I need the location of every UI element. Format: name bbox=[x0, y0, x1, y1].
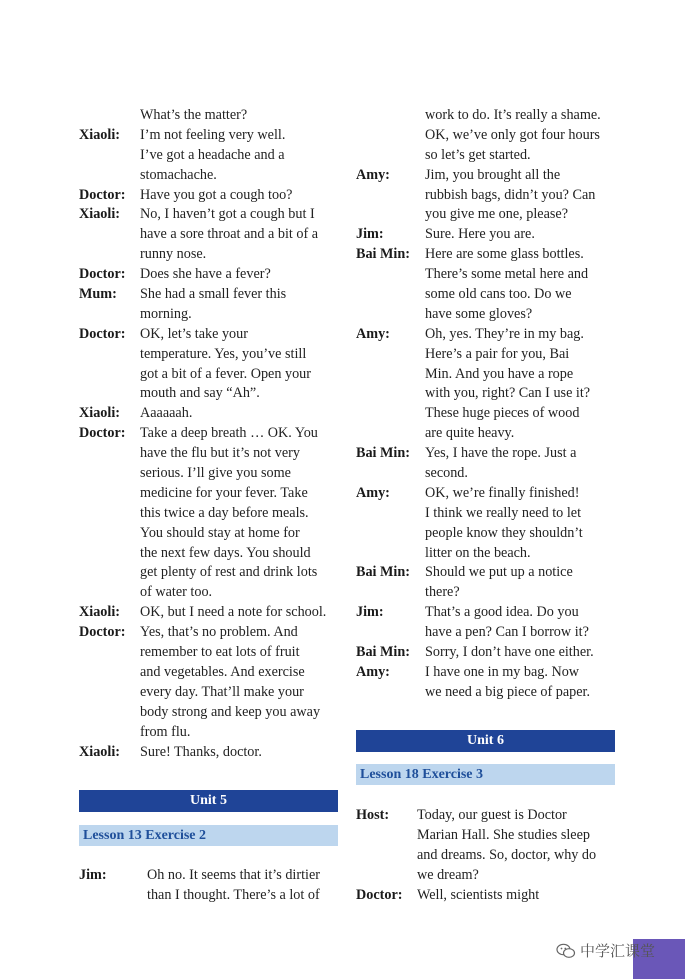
dialogue-text: Oh no. It seems that it’s dirtier bbox=[147, 867, 320, 883]
dialogue-line bbox=[79, 544, 341, 564]
dialogue-text: mouth and say “Ah”. bbox=[140, 385, 260, 402]
dialogue-line bbox=[356, 285, 618, 305]
dialogue-line bbox=[356, 186, 618, 206]
dialogue-text: from flu. bbox=[140, 723, 191, 740]
speaker-label: Amy: bbox=[356, 663, 390, 680]
dialogue-text: we need a big piece of paper. bbox=[425, 683, 591, 700]
dialogue-line bbox=[356, 444, 618, 464]
dialogue-text: She had a small fever this bbox=[140, 286, 287, 303]
lesson-13-heading: Lesson 13 Exercise 2 bbox=[79, 825, 338, 846]
dialogue-text: there? bbox=[425, 584, 460, 601]
dialogue-text: morning. bbox=[140, 305, 192, 322]
dialogue-line bbox=[79, 305, 341, 325]
dialogue-line bbox=[79, 444, 341, 464]
dialogue-text: than I thought. There’s a lot of bbox=[147, 886, 320, 903]
dialogue-text: Take a deep breath … OK. You bbox=[140, 425, 318, 442]
dialogue-text: have a pen? Can I borrow it? bbox=[425, 624, 589, 641]
speaker-label: Bai Min: bbox=[356, 644, 410, 661]
dialogue-line bbox=[79, 345, 341, 365]
dialogue-line bbox=[79, 126, 341, 146]
host-line-block bbox=[356, 806, 618, 905]
dialogue-text: No, I haven’t got a cough but I bbox=[140, 206, 315, 223]
dialogue-text: Sure. Here you are. bbox=[425, 226, 535, 243]
speaker-label: Amy: bbox=[356, 166, 390, 183]
dialogue-line bbox=[79, 743, 341, 763]
dialogue-text: every day. That’ll make your bbox=[140, 683, 304, 700]
dialogue-line bbox=[79, 583, 341, 603]
dialogue-line bbox=[79, 146, 341, 166]
left-dialogue bbox=[79, 106, 341, 762]
dialogue-line bbox=[356, 384, 618, 404]
speaker-label: Mum: bbox=[79, 286, 117, 303]
dialogue-text: Here are some glass bottles. bbox=[425, 246, 584, 263]
dialogue-text: Sure! Thanks, doctor. bbox=[140, 743, 262, 760]
dialogue-text: medicine for your fever. Take bbox=[140, 484, 308, 501]
dialogue-line bbox=[356, 365, 618, 385]
dialogue-text: Does she have a fever? bbox=[140, 266, 271, 283]
dialogue-text: serious. I’ll give you some bbox=[140, 465, 291, 482]
wechat-icon bbox=[556, 943, 576, 959]
dialogue-line bbox=[356, 404, 618, 424]
dialogue-line bbox=[79, 225, 341, 245]
dialogue-text: OK, but I need a note for school. bbox=[140, 604, 327, 621]
jim-line-block bbox=[79, 866, 341, 906]
dialogue-text: body strong and keep you away bbox=[140, 703, 321, 720]
speaker-label: Bai Min: bbox=[356, 564, 410, 581]
dialogue-text: of water too. bbox=[140, 584, 213, 601]
dialogue-text: What’s the matter? bbox=[140, 107, 248, 123]
dialogue-line bbox=[356, 106, 618, 126]
dialogue-line bbox=[356, 524, 618, 544]
dialogue-line bbox=[79, 245, 341, 265]
speaker-label: Xiaoli: bbox=[79, 206, 120, 223]
dialogue-text: I think we really need to let bbox=[425, 504, 582, 521]
dialogue-text: There’s some metal here and bbox=[425, 266, 589, 283]
speaker-label: Doctor: bbox=[79, 266, 126, 283]
dialogue-line bbox=[356, 464, 618, 484]
dialogue-line bbox=[79, 723, 341, 743]
dialogue-text: Jim, you brought all the bbox=[425, 166, 561, 183]
dialogue-text: temperature. Yes, you’ve still bbox=[140, 345, 307, 362]
dialogue-line bbox=[79, 563, 341, 583]
dialogue-text: people know they shouldn’t bbox=[425, 524, 583, 541]
speaker-label: Xiaoli: bbox=[79, 743, 120, 760]
speaker-label: Jim: bbox=[356, 226, 384, 243]
dialogue-text: some old cans too. Do we bbox=[425, 286, 572, 303]
dialogue-line bbox=[356, 563, 618, 583]
speaker-host: Host: bbox=[356, 807, 390, 823]
dialogue-line bbox=[356, 265, 618, 285]
dialogue-line bbox=[356, 345, 618, 365]
dialogue-line bbox=[79, 186, 341, 206]
dialogue-line bbox=[79, 643, 341, 663]
speaker-label: Jim: bbox=[356, 604, 384, 621]
dialogue-line bbox=[356, 663, 618, 683]
speaker-jim: Jim: bbox=[79, 867, 107, 883]
dialogue-text: get plenty of rest and drink lots bbox=[140, 564, 318, 581]
dialogue-text: remember to eat lots of fruit bbox=[140, 644, 300, 661]
dialogue-text: OK, let’s take your bbox=[140, 325, 248, 342]
dialogue-line bbox=[356, 146, 618, 166]
dialogue-line bbox=[79, 504, 341, 524]
dialogue-text: Today, our guest is Doctor bbox=[417, 807, 567, 823]
dialogue-text: have some gloves? bbox=[425, 305, 533, 322]
watermark bbox=[556, 940, 655, 961]
dialogue-line bbox=[79, 166, 341, 186]
dialogue-text: Here’s a pair for you, Bai bbox=[425, 345, 570, 362]
dialogue-line bbox=[356, 484, 618, 504]
dialogue-text: Well, scientists might bbox=[417, 886, 540, 903]
dialogue-line bbox=[356, 245, 618, 265]
dialogue-text: Oh, yes. They’re in my bag. bbox=[425, 325, 584, 342]
dialogue-text: with you, right? Can I use it? bbox=[425, 385, 591, 402]
dialogue-line bbox=[79, 603, 341, 623]
dialogue-text: are quite heavy. bbox=[425, 425, 515, 442]
dialogue-text: got a bit of a fever. Open your bbox=[140, 365, 311, 382]
dialogue-line bbox=[356, 504, 618, 524]
dialogue-text: Yes, I have the rope. Just a bbox=[425, 445, 577, 462]
speaker-label: Xiaoli: bbox=[79, 126, 120, 143]
dialogue-text: you give me one, please? bbox=[425, 206, 569, 223]
dialogue-line bbox=[79, 265, 341, 285]
dialogue-text: Aaaaaah. bbox=[140, 405, 193, 422]
dialogue-text: rubbish bags, didn’t you? Can bbox=[425, 186, 596, 203]
dialogue-line bbox=[356, 623, 618, 643]
dialogue-text: Yes, that’s no problem. And bbox=[140, 624, 298, 641]
dialogue-line bbox=[79, 384, 341, 404]
right-dialogue bbox=[356, 106, 618, 703]
dialogue-line bbox=[356, 166, 618, 186]
dialogue-text: so let’s get started. bbox=[425, 146, 531, 163]
dialogue-text: we dream? bbox=[417, 866, 479, 883]
dialogue-line bbox=[356, 305, 618, 325]
speaker-label: Doctor: bbox=[79, 325, 126, 342]
dialogue-text: second. bbox=[425, 465, 468, 482]
speaker-label: Amy: bbox=[356, 325, 390, 342]
dialogue-line bbox=[356, 225, 618, 245]
speaker-label: Doctor: bbox=[79, 186, 126, 203]
dialogue-text: These huge pieces of wood bbox=[425, 405, 580, 422]
dialogue-text: have the flu but it’s not very bbox=[140, 445, 300, 462]
speaker-label: Amy: bbox=[356, 484, 390, 501]
dialogue-line bbox=[356, 603, 618, 623]
dialogue-text: and vegetables. And exercise bbox=[140, 663, 305, 680]
dialogue-text: have a sore throat and a bit of a bbox=[140, 226, 319, 243]
unit-5-heading: Unit 5 bbox=[79, 790, 338, 812]
lesson-18-heading: Lesson 18 Exercise 3 bbox=[356, 764, 615, 785]
dialogue-line bbox=[79, 464, 341, 484]
dialogue-text: Min. And you have a rope bbox=[425, 365, 574, 382]
dialogue-line bbox=[356, 544, 618, 564]
dialogue-text: this twice a day before meals. bbox=[140, 504, 309, 521]
dialogue-line bbox=[356, 126, 618, 146]
dialogue-line bbox=[356, 683, 618, 703]
dialogue-line bbox=[356, 643, 618, 663]
dialogue-text: OK, we’ve only got four hours bbox=[425, 126, 600, 143]
dialogue-text: stomachache. bbox=[140, 166, 217, 183]
dialogue-text: litter on the beach. bbox=[425, 544, 531, 561]
dialogue-line bbox=[79, 484, 341, 504]
dialogue-text: and dreams. So, doctor, why do bbox=[417, 846, 597, 863]
dialogue-line bbox=[79, 205, 341, 225]
dialogue-text: Marian Hall. She studies sleep bbox=[417, 826, 590, 843]
dialogue-line bbox=[79, 365, 341, 385]
speaker-label: Xiaoli: bbox=[79, 405, 120, 422]
dialogue-line bbox=[79, 683, 341, 703]
dialogue-text: the next few days. You should bbox=[140, 544, 311, 561]
dialogue-line bbox=[79, 285, 341, 305]
speaker-doctor: Doctor: bbox=[356, 886, 403, 903]
dialogue-text: Have you got a cough too? bbox=[140, 186, 293, 203]
dialogue-line bbox=[356, 205, 618, 225]
speaker-label: Xiaoli: bbox=[79, 604, 120, 621]
dialogue-line bbox=[356, 325, 618, 345]
dialogue-line bbox=[79, 703, 341, 723]
dialogue-text: OK, we’re finally finished! bbox=[425, 484, 580, 501]
dialogue-line bbox=[79, 663, 341, 683]
dialogue-line bbox=[79, 623, 341, 643]
dialogue-line bbox=[79, 424, 341, 444]
watermark-text: 中学汇课堂 bbox=[579, 942, 655, 960]
dialogue-text: I’ve got a headache and a bbox=[140, 146, 285, 163]
dialogue-text: You should stay at home for bbox=[140, 524, 300, 541]
dialogue-text: That’s a good idea. Do you bbox=[425, 604, 579, 621]
dialogue-line bbox=[356, 424, 618, 444]
dialogue-text: I have one in my bag. Now bbox=[425, 663, 580, 680]
dialogue-text: runny nose. bbox=[140, 246, 207, 263]
dialogue-line bbox=[356, 583, 618, 603]
dialogue-text: Should we put up a notice bbox=[425, 564, 573, 581]
dialogue-line bbox=[79, 524, 341, 544]
speaker-label: Bai Min: bbox=[356, 445, 410, 462]
speaker-label: Doctor: bbox=[79, 624, 126, 641]
dialogue-line bbox=[79, 404, 341, 424]
dialogue-text: Sorry, I don’t have one either. bbox=[425, 644, 594, 661]
speaker-label: Doctor: bbox=[79, 425, 126, 442]
dialogue-text: work to do. It’s really a shame. bbox=[425, 107, 601, 123]
speaker-label: Bai Min: bbox=[356, 246, 410, 263]
dialogue-line bbox=[79, 106, 341, 126]
unit-6-heading: Unit 6 bbox=[356, 730, 615, 752]
dialogue-text: I’m not feeling very well. bbox=[140, 126, 286, 143]
dialogue-line bbox=[79, 325, 341, 345]
